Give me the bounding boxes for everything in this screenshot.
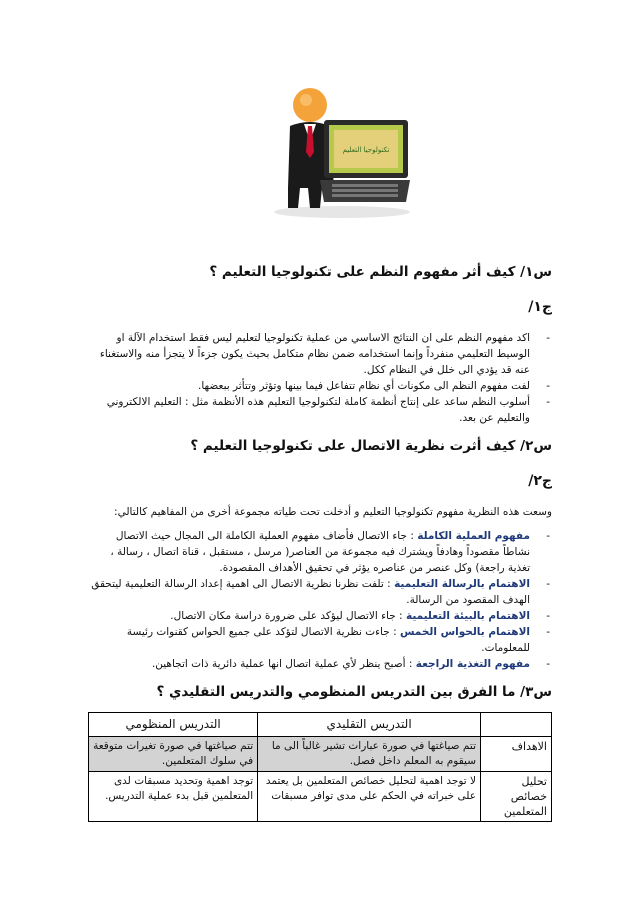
list-item: - الاهتمام بالرسالة التعليمية : تلفت نظرنا نظرية الاتصال الى اهمية إعداد الرسالة التعليمية ليتحقق الهدف المقصود من الرسالة. — [91, 578, 550, 606]
list-item: - لفت مفهوم النظم الى مكونات أي نظام تتفاعل فيما بينها وتؤثر وتتأثر ببعضها. — [198, 380, 550, 392]
teacher-laptop-illustration — [262, 80, 412, 220]
list-item: - مفهوم العملية الكاملة : جاء الاتصال فأضاف مفهوم العملية الكاملة الى المجال حيث الاتصال نشاطاً مقصوداً وهادفاً ويشترك فيه مجموعة من العناصر( مرسل ، مستقبل ، قناة اتصال ، رسالة ، تغذية راجعة) وكل عنصر من عناصره يؤثر في تحقيق الأهداف المقصودة. — [110, 530, 550, 574]
table-row — [89, 737, 552, 772]
answer-2-label: ج٢/ — [528, 473, 552, 489]
list-item: - اكد مفهوم النظم على ان النتائج الاساسي من عملية تكنولوجيا لتعليم ليس فقط استخدام الآلة او الوسيط التعليمي منفرداً وإنما استخدامه ضمن نظام متكامل بحيث يكون جزءاً لا يتجزأ منه والاستغناء عنه قد يؤدي الى خلل في النظام ككل. — [99, 332, 550, 376]
table-header-traditional: التدريس التقليدي — [258, 713, 481, 737]
term: مفهوم التغذية الراجعة — [415, 658, 530, 670]
cell-traditional: لا توجد اهمية لتحليل خصائص المتعلمين بل يعتمد على خبراته في الحكم على مدى توافر مسبقات — [258, 772, 481, 822]
document-body — [88, 262, 552, 822]
comparison-table — [88, 712, 552, 822]
cell-systemic: توجد اهمية وتحديد مسبقات لدى المتعلمين قبل بدء عملية التدريس. — [89, 772, 258, 822]
list-item: - أسلوب النظم ساعد على إنتاج أنظمة كاملة لتكنولوجيا التعليم هذه الأنظمة مثل : التعليم الالكتروني والتعليم عن بعد. — [106, 396, 550, 424]
question-2: س٢/ كيف أثرت نظرية الاتصال على تكنولوجيا التعليم ؟ — [190, 438, 552, 454]
table-row — [89, 772, 552, 822]
cell-traditional: تتم صياغتها في صورة عبارات تشير غالباً الى ما سيقوم به المعلم داخل فصل. — [258, 737, 481, 772]
term: الاهتمام بالرسالة التعليمية — [394, 578, 530, 590]
question-3: س٣/ ما الفرق بين التدريس المنظومي والتدريس التقليدي ؟ — [156, 684, 552, 700]
table-header-row — [89, 713, 552, 737]
answer-1-list — [88, 330, 552, 426]
row-label: الاهداف — [481, 737, 552, 772]
list-item: - مفهوم التغذية الراجعة : أصبح ينظر لأي عملية اتصال انها عملية دائرية ذات اتجاهين. — [151, 658, 550, 670]
person-head — [293, 88, 327, 122]
answer-2-intro: وسعت هذه النظرية مفهوم تكنولوجيا التعليم و أدخلت تحت طياته مجموعة أخرى من المفاهيم كالتالي: — [114, 506, 552, 518]
answer-2-list — [88, 528, 552, 672]
question-1: س١/ كيف أثر مفهوم النظم على تكنولوجيا التعليم ؟ — [209, 264, 552, 280]
list-item: - الاهتمام بالحواس الخمس : جاءت نظرية الاتصال لتؤكد على جميع الحواس كقنوات رئيسة للمعلومات. — [126, 626, 550, 654]
list-item: - الاهتمام بالبيئة التعليمية : جاء الاتصال ليؤكد على ضرورة دراسة مكان الاتصال. — [170, 610, 550, 622]
table-header-empty — [481, 713, 552, 737]
term: مفهوم العملية الكاملة — [417, 530, 530, 542]
term: الاهتمام بالحواس الخمس — [399, 626, 530, 638]
table-header-systemic: التدريس المنظومي — [89, 713, 258, 737]
screen-text: تكنولوجيا التعليم — [342, 146, 390, 154]
cell-systemic: تتم صياغتها في صورة تغيرات متوقعة في سلوك المتعلمين. — [89, 737, 258, 772]
answer-1-label: ج١/ — [528, 299, 552, 315]
row-label: تحليل خصائص المتعلمين — [481, 772, 552, 822]
term: الاهتمام بالبيئة التعليمية — [405, 610, 530, 622]
